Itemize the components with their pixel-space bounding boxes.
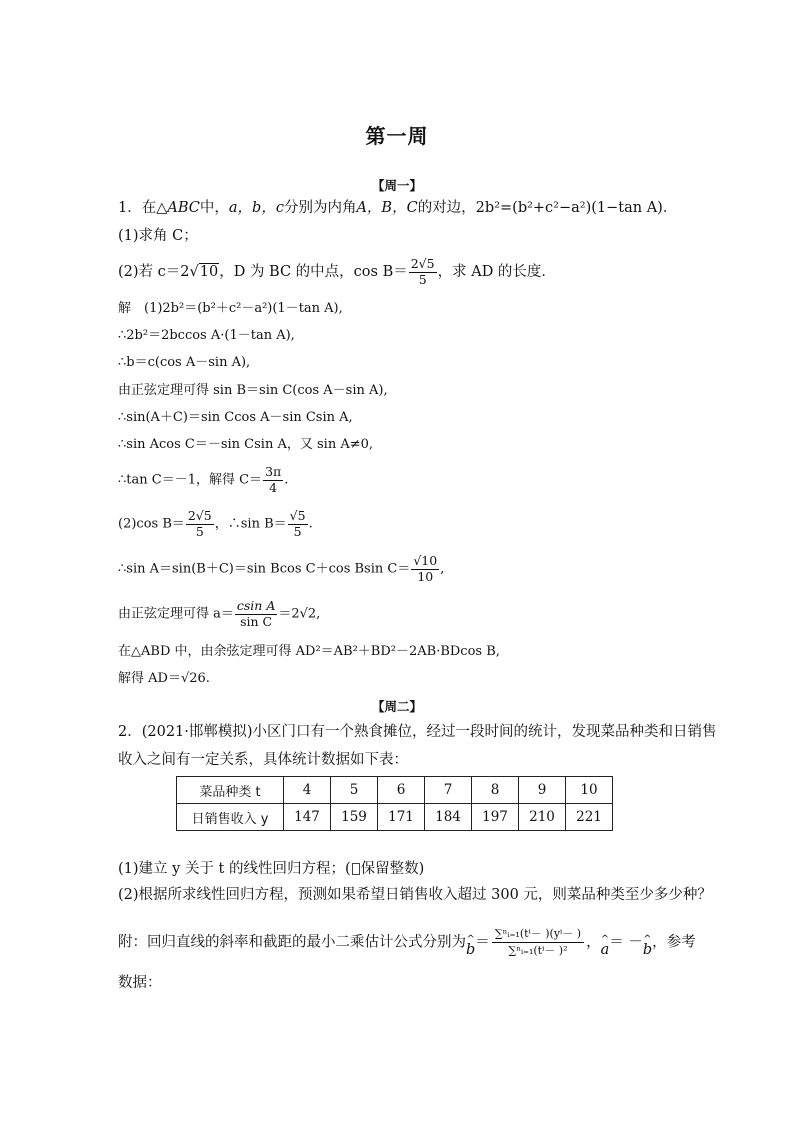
fraction: $\frac{2√5}{5}$ [410,256,435,287]
solution-1-line-4: 由正弦定理可得 sin B＝sin C(cos A－sin A), [118,383,388,398]
section-heading-monday: 【周一】 [371,178,422,193]
solution-1-line-9: ∴sin A＝sin(B＋C)＝sin Bcos C＋cos Bsin C＝ $\frac{√10}{10}$ , [118,553,445,584]
regression-fraction: $\frac{\text{∑ⁿᵢ₌₁(tⁱ－ )(yⁱ－ )}}{\text{∑ⁿᵢ₌₁(tⁱ－ )²}}$ [492,928,584,957]
table-cell: 7 [425,777,472,804]
table-cell: 4 [284,777,331,804]
solution-1-line-5: ∴sin(A＋C)＝sin Ccos A－sin Csin A, [118,410,353,425]
solution-1-line-11: 在△ABD 中，由余弦定理可得 AD²＝AB²＋BD²－2AB·BDcos B, [118,644,500,659]
question-2-part-1: (1)建立 y 关于 t 的线性回归方程；( 保留整数) [118,861,425,877]
table-cell: 221 [566,804,613,831]
placeholder-box-icon [352,863,360,875]
question-2-note-line-2: 数据： [118,975,162,991]
question-2-stem-line-1: 2．(2021·邯郸模拟)小区门口有一个熟食摊位，经过一段时间的统计，发现菜品种类和日销售 [118,724,717,740]
question-2-part-2: (2)根据所求线性回归方程，预测如果希望日销售收入超过 300 元，则菜品种类至少多少种？ [118,887,712,903]
table-cell: 6 [378,777,425,804]
page-title: 第一周 [365,124,429,148]
table-header-cell: 菜品种类 t [177,777,284,804]
solution-1-line-6: ∴sin Acos C＝－sin Csin A，又 sin A≠0, [118,437,374,452]
solution-1-line-8: (2)cos B＝ $\frac{2√5}{5}$ ，∴sin B＝ $\frac{√5}{5}$ . [118,508,313,539]
solution-1-line-7: ∴tan C＝－1，解得 C＝ $\frac{3\pi}{4}$ . [118,464,289,495]
question-1-stem: 1．在△ABC中，a，b，c分别为内角A，B，C的对边，2b²=(b²+c²−a²)(1−tan A)． [118,200,678,216]
table-cell: 8 [472,777,519,804]
table-row [177,804,613,831]
table-cell: 147 [284,804,331,831]
table-row [177,777,613,804]
table-cell: 184 [425,804,472,831]
question-1-part-2: (2)若 c＝2√10，D 为 BC 的中点，cos B＝ $\frac{2√5}{5}$ ，求 AD 的长度． [118,256,556,287]
section-heading-tuesday: 【周二】 [371,699,422,714]
table-cell: 5 [331,777,378,804]
table-cell: 197 [472,804,519,831]
data-table [176,776,613,831]
table-cell: 159 [331,804,378,831]
solution-1-line-10: 由正弦定理可得 a＝ $\frac{\text{csin A}}{\text{sin C}}$ ＝2√2, [118,598,321,629]
table-header-cell: 日销售收入 y [177,804,284,831]
table-cell: 9 [519,777,566,804]
solution-1-line-12: 解得 AD＝√26. [118,671,210,686]
solution-1-line-2: ∴2b²＝2bccos A·(1－tan A), [118,328,295,343]
table-cell: 171 [378,804,425,831]
question-2-note: 附：回归直线的斜率和截距的最小二乘估计公式分别为 ^ b ＝ $\frac{\text{∑ⁿᵢ₌₁(tⁱ－ )(yⁱ－ )}}{\text{∑ⁿᵢ₌₁(tⁱ－ )²}}$ ， ^ a ＝ － ^ b ，参考 [118,927,696,958]
solution-1-line-1: 解 (1)2b²＝(b²＋c²－a²)(1－tan A), [118,301,343,316]
table-cell: 210 [519,804,566,831]
question-1-part-1: (1)求角 C； [118,228,198,244]
solution-1-line-3: ∴b＝c(cos A－sin A), [118,355,251,370]
table-cell: 10 [566,777,613,804]
question-2-stem-line-2: 收入之间有一定关系，具体统计数据如下表： [118,752,408,768]
